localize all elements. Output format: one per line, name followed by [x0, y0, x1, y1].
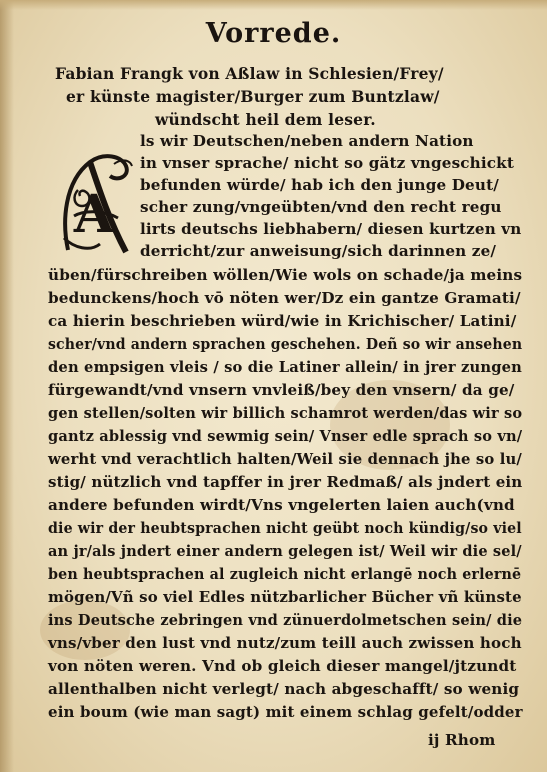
- page-title: Vorrede.: [205, 18, 342, 49]
- page-top-shadow: [0, 0, 547, 10]
- body-line: ls wir Deutschen/neben andern Nation: [140, 132, 474, 150]
- body-line: gantz ablessig vnd sewmig sein/ Vnser edle sprach so vn/: [48, 427, 523, 445]
- header-line-3: wündscht heil dem leser.: [155, 110, 376, 129]
- body-line: ca hierin beschrieben würd/wie in Krichischer/ Latini/: [48, 312, 517, 330]
- body-line: bedunckens/hoch vō nöten wer/Dz ein gantze Gramati/: [48, 289, 521, 307]
- body-line: allenthalben nicht verlegt/ nach abgeschafft/ so wenig: [48, 680, 520, 698]
- body-line: lirts deutschs liebhabern/ diesen kurtzen vn: [140, 220, 522, 238]
- body-line: ein boum (wie man sagt) mit einem schlag gefelt/odder: [48, 703, 523, 721]
- catchword: ij Rhom: [428, 731, 496, 749]
- header-line-1: Fabian Frangk von Aßlaw in Schlesien/Frey/: [55, 64, 444, 83]
- body-line: andere befunden wirdt/Vns vngelerten laien auch(vnd: [48, 496, 515, 514]
- header-line-2: er künste magister/Burger zum Buntzlaw/: [66, 87, 440, 106]
- body-line: vns/vber den lust vnd nutz/zum teill auch zwissen hoch: [48, 634, 522, 652]
- body-line: mögen/Vñ so viel Edles nützbarlicher Bücher vñ künste: [48, 588, 522, 606]
- body-line: von nöten weren. Vnd ob gleich dieser mangel/jtzundt: [48, 657, 517, 675]
- body-line: üben/fürschreiben wöllen/Wie wols on schade/ja meins: [48, 266, 523, 284]
- decorated-initial: [60, 152, 134, 258]
- body-line: an jr/als jndert einer andern gelegen ist/ Weil wir die sel/: [48, 542, 522, 560]
- body-line: derricht/zur anweisung/sich darinnen ze/: [140, 242, 497, 260]
- body-line: ben heubtsprachen al zugleich nicht erlangē noch erlernē: [48, 565, 522, 583]
- body-line: in vnser sprache/ nicht so gätz vngeschickt: [140, 154, 515, 172]
- page-edge-shadow: [0, 0, 14, 772]
- body-line: den empsigen vleis / so die Latiner allein/ in jrer zungen: [48, 358, 523, 376]
- body-line: die wir der heubtsprachen nicht geübt noch kündig/so viel: [48, 519, 522, 537]
- initial-letter: A: [73, 184, 115, 245]
- body-line: scher/vnd andern sprachen geschehen. Deñ so wir ansehen: [48, 335, 523, 353]
- body-line: stig/ nützlich vnd tapffer in jrer Redmaß/ als jndert ein: [48, 473, 523, 491]
- body-line: scher zung/vngeübten/vnd den recht regu: [140, 198, 502, 216]
- body-line: gen stellen/solten wir billich schamrot werden/das wir so: [48, 404, 523, 422]
- body-line: ins Deutsche zebringen vnd zünuerdolmetschen sein/ die: [48, 611, 523, 629]
- body-line: werht vnd verachtlich halten/Weil sie dennach jhe so lu/: [48, 450, 522, 468]
- body-line: fürgewandt/vnd vnsern vnvleiß/bey den vnsern/ da ge/: [48, 381, 515, 399]
- body-line: befunden würde/ hab ich den junge Deut/: [140, 176, 499, 194]
